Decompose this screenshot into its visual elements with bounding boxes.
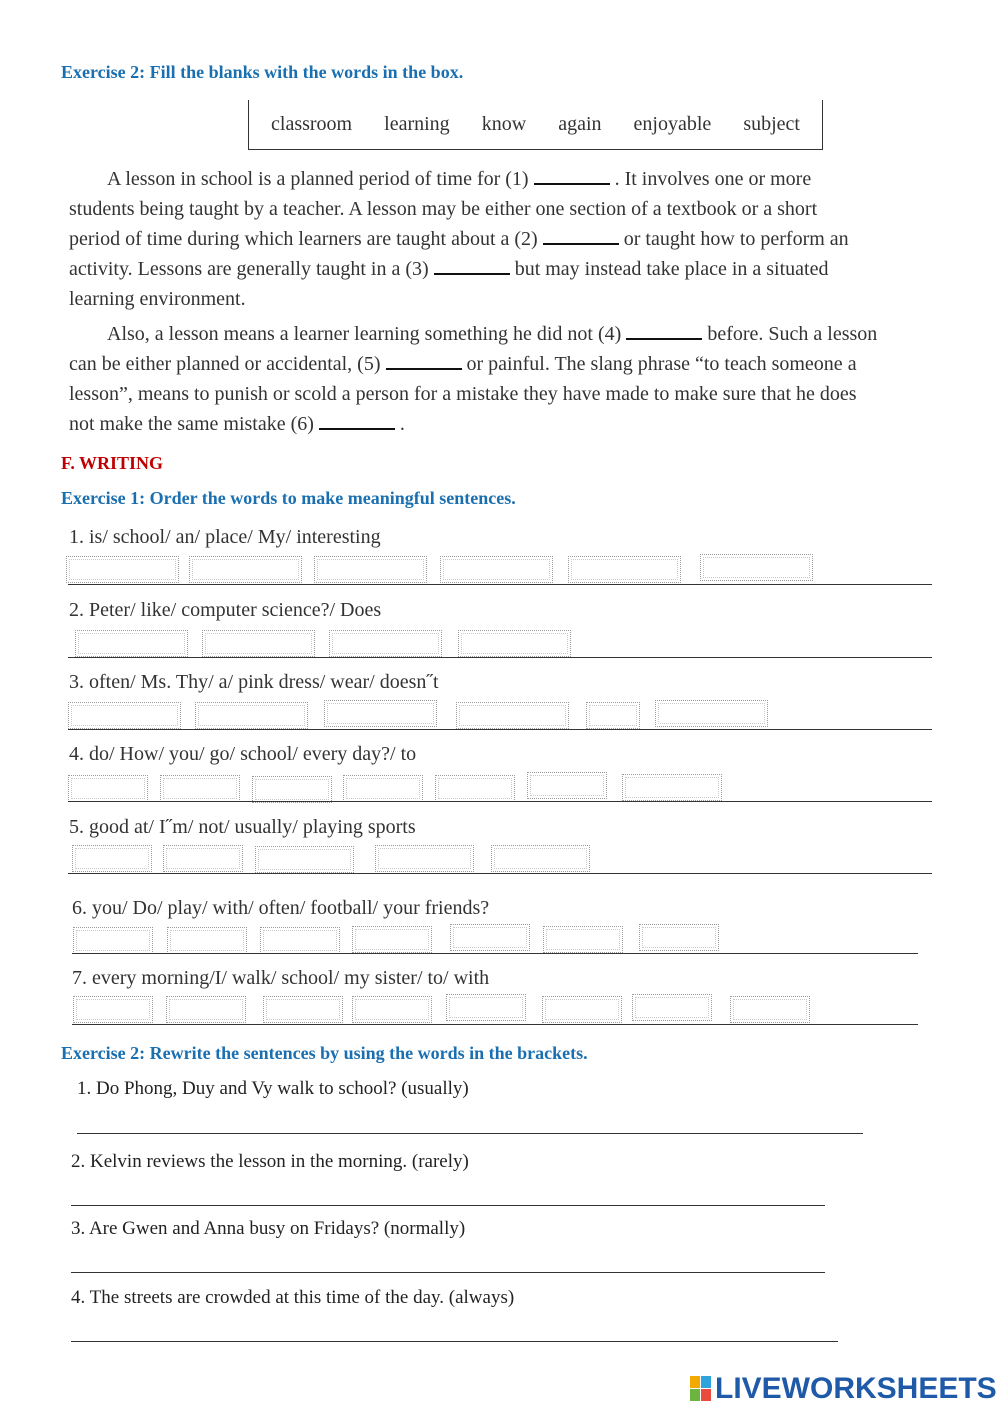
rewrite-answer-line[interactable] [77,1133,863,1134]
word-tile-slot[interactable] [75,630,188,657]
blank-3[interactable] [434,255,510,275]
answer-line [68,729,932,730]
blank-2[interactable] [543,225,619,245]
logo-text: LIVEWORKSHEETS [715,1372,997,1405]
word-tile-slot[interactable] [440,556,553,583]
blank-6[interactable] [319,410,395,430]
word-tile-slot[interactable] [568,556,681,583]
rewrite-prompt-2: 2. Kelvin reviews the lesson in the morning. (rarely) [71,1151,469,1172]
rewrite-answer-line[interactable] [71,1205,825,1206]
word-enjoyable: enjoyable [633,113,712,135]
blank-5[interactable] [386,350,462,370]
rewrite-answer-line[interactable] [71,1272,825,1273]
word-tile-slot[interactable] [329,630,442,657]
rewrite-prompt-1: 1. Do Phong, Duy and Vy walk to school? (usually) [77,1078,469,1099]
order-prompt-7: 7. every morning/I/ walk/ school/ my sister/ to/ with [72,967,490,989]
exercise2-heading: Exercise 2: Fill the blanks with the words in the box. [61,62,464,82]
para1-text: students being taught by a teacher. A lesson may be either one section of a textbook or a short [69,198,818,220]
word-tile-slot[interactable] [655,700,768,727]
fill-paragraph-2 [69,319,939,439]
word-tile-slot[interactable] [352,926,432,953]
word-tile-slot[interactable] [73,927,153,954]
word-tile-slot[interactable] [255,846,354,873]
para2-text: Also, a lesson means a learner learning something he did not (4) [107,323,622,345]
word-tile-slot[interactable] [435,775,515,802]
word-know: know [481,113,527,135]
para1-text: . It involves one or more [614,168,812,190]
word-tile-slot[interactable] [260,927,340,954]
para1-text: period of time during which learners are taught about a (2) [69,228,538,250]
word-tile-slot[interactable] [491,845,590,872]
order-prompt-6: 6. you/ Do/ play/ with/ often/ football/ your friends? [72,897,490,919]
answer-line [68,584,932,585]
rewrite-prompt-3: 3. Are Gwen and Anna busy on Fridays? (normally) [71,1218,466,1239]
word-tile-slot[interactable] [68,702,181,729]
word-tile-slot[interactable] [166,996,246,1023]
word-tile-slot[interactable] [72,845,152,872]
word-tile-slot[interactable] [446,994,526,1021]
order-prompt-1: 1. is/ school/ an/ place/ My/ interesting [69,526,381,548]
answer-line [68,873,932,874]
order-prompt-4: 4. do/ How/ you/ go/ school/ every day?/ to [69,743,417,765]
liveworksheets-logo [690,1372,997,1406]
word-tile-slot[interactable] [73,996,153,1023]
word-tile-slot[interactable] [456,702,569,729]
para2-text: or painful. The slang phrase “to teach someone a [466,353,857,375]
para2-text: can be either planned or accidental, (5) [69,353,381,375]
order-prompt-5: 5. good at/ I˝m/ not/ usually/ playing sports [69,816,416,838]
word-tile-slot[interactable] [458,630,571,657]
para1-text: activity. Lessons are generally taught in a (3) [69,258,429,280]
word-tile-slot[interactable] [314,556,427,583]
word-tile-slot[interactable] [450,924,530,951]
word-tile-slot[interactable] [68,775,148,802]
blank-4[interactable] [626,320,702,340]
liveworksheets-logo-icon [690,1376,712,1402]
para2-text: lesson”, means to punish or scold a person for a mistake they have made to make sure that he does [69,383,857,405]
word-tile-slot[interactable] [202,630,315,657]
word-subject: subject [743,113,800,135]
word-tile-slot[interactable] [700,554,813,581]
para1-text: but may instead take place in a situated [514,258,829,280]
word-tile-slot[interactable] [167,927,247,954]
word-tile-slot[interactable] [324,700,437,727]
word-tile-slot[interactable] [622,774,722,801]
answer-line [68,801,932,802]
blank-1[interactable] [534,165,610,185]
rewrite-prompt-4: 4. The streets are crowded at this time of the day. (always) [71,1287,515,1308]
word-tile-slot[interactable] [343,775,423,802]
word-tile-slot[interactable] [639,924,719,951]
para1-text: A lesson in school is a planned period of time for (1) [107,168,529,190]
fill-paragraph-1 [69,164,939,314]
order-prompt-2: 2. Peter/ like/ computer science?/ Does [69,599,382,621]
answer-line [72,1024,918,1025]
word-again: again [558,113,602,135]
word-tile-slot[interactable] [730,996,810,1023]
para2-text: . [399,413,405,435]
order-prompt-3: 3. often/ Ms. Thy/ a/ pink dress/ wear/ doesn˝t [69,671,439,693]
word-tile-slot[interactable] [160,775,240,802]
exercise1-heading: Exercise 1: Order the words to make meaningful sentences. [61,488,516,508]
word-tile-slot[interactable] [66,556,179,583]
word-tile-slot[interactable] [543,926,623,953]
word-tile-slot[interactable] [632,994,712,1021]
para2-text: before. Such a lesson [707,323,878,345]
word-tile-slot[interactable] [586,702,640,729]
para2-text: not make the same mistake (6) [69,413,314,435]
word-tile-slot[interactable] [252,776,332,803]
word-tile-slot[interactable] [195,702,308,729]
word-tile-slot[interactable] [189,556,302,583]
section-title-writing: F. WRITING [61,453,164,473]
answer-line [68,657,932,658]
word-tile-slot[interactable] [527,772,607,799]
word-tile-slot[interactable] [352,996,432,1023]
word-tile-slot[interactable] [163,845,243,872]
answer-line [72,953,918,954]
word-classroom: classroom [271,113,353,135]
word-box [248,100,823,150]
rewrite-answer-line[interactable] [71,1341,838,1342]
para1-text: or taught how to perform an [623,228,849,250]
exercise2-rewrite-heading: Exercise 2: Rewrite the sentences by using the words in the brackets. [61,1043,588,1063]
word-tile-slot[interactable] [542,996,622,1023]
word-tile-slot[interactable] [375,845,474,872]
word-learning: learning [384,113,450,135]
para1-text: learning environment. [69,288,246,310]
word-tile-slot[interactable] [263,996,343,1023]
